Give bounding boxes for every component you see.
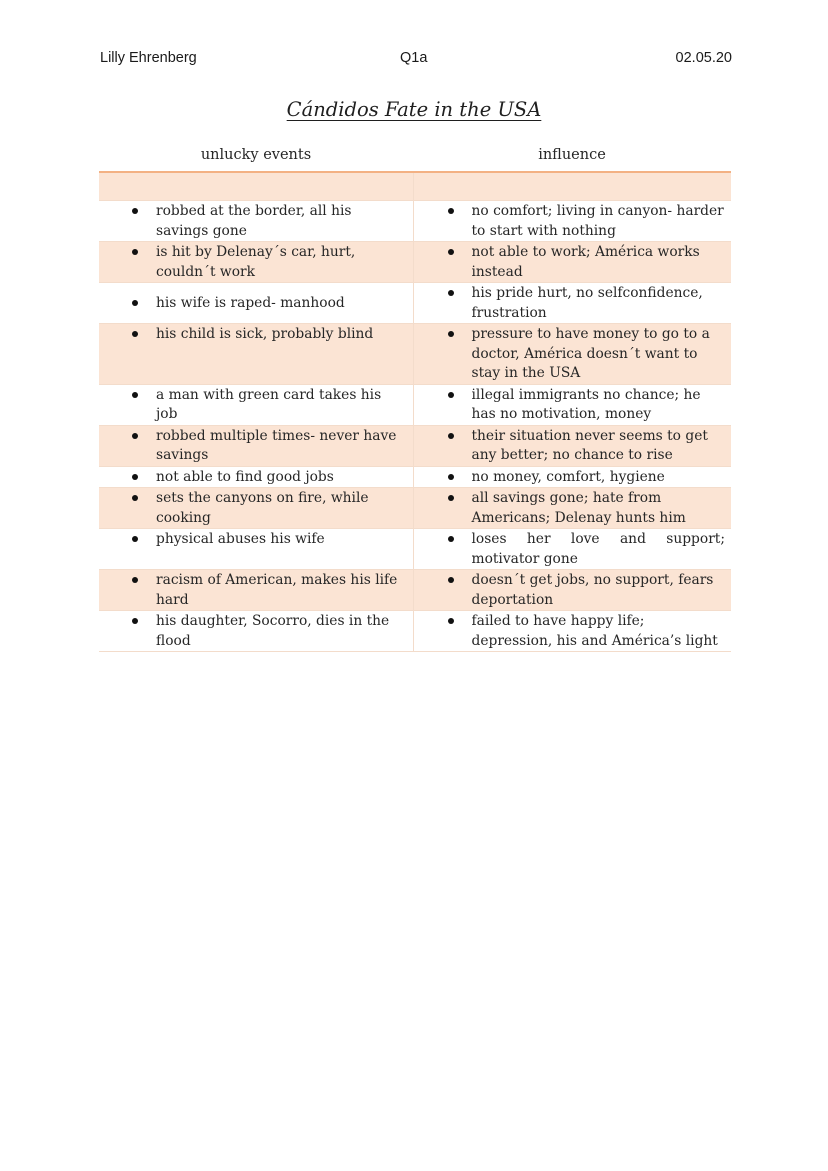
table-row [99,324,731,385]
table-cell-empty [413,172,731,201]
bullet-icon [448,474,454,480]
event-cell [99,529,413,570]
bullet-icon [132,618,138,624]
bullet-icon [448,249,454,255]
bullet-icon [132,433,138,439]
event-text: a man with green card takes his job [156,386,382,422]
event-cell [99,384,413,425]
page-header [100,50,732,72]
event-cell [99,570,413,611]
event-cell [99,201,413,242]
bullet-icon [448,208,454,214]
event-text: racism of American, makes his life hard [156,572,398,608]
influence-cell [413,529,731,570]
table-row [99,570,731,611]
bullet-icon [132,249,138,255]
bullet-icon [448,495,454,501]
author-name: Lilly Ehrenberg [100,50,197,66]
event-cell [99,425,413,466]
influence-cell [413,570,731,611]
event-cell [99,488,413,529]
bullet-icon [132,392,138,398]
bullet-icon [448,433,454,439]
influence-cell [413,242,731,283]
event-text: robbed multiple times- never have savings [156,427,397,463]
event-text: his daughter, Socorro, dies in the flood [156,613,390,649]
bullet-icon [448,290,454,296]
event-text: his wife is raped- manhood [156,294,345,311]
table-row [99,425,731,466]
document-date: 02.05.20 [675,50,732,66]
influence-text: illegal immigrants no chance; he has no motivation, money [471,386,701,422]
influence-text: loses her love and support; motivator gone [471,531,725,567]
events-table [99,147,731,652]
table-row [99,611,731,652]
influence-cell [413,488,731,529]
table-cell-empty [99,172,413,201]
events-table-container [99,147,731,652]
document-title-wrap [0,98,828,121]
bullet-icon [132,577,138,583]
influence-text: no comfort; living in canyon- harder to start with nothing [471,203,724,239]
table-row [99,242,731,283]
bullet-icon [132,331,138,337]
influence-text: their situation never seems to get any better; no chance to rise [471,427,708,463]
influence-text: doesn´t get jobs, no support, fears deportation [471,572,714,608]
event-text: not able to find good jobs [156,468,334,485]
bullet-icon [448,331,454,337]
table-row [99,283,731,324]
table-row [99,201,731,242]
table-row [99,384,731,425]
table-row-empty [99,172,731,201]
influence-text: no money, comfort, hygiene [471,468,665,485]
column-header-events: unlucky events [99,147,413,172]
event-text: physical abuses his wife [156,531,325,547]
bullet-icon [132,536,138,542]
influence-text: his pride hurt, no selfconfidence, frustration [471,285,703,321]
table-header-row [99,147,731,172]
event-cell [99,324,413,385]
event-text: is hit by Delenay´s car, hurt, couldn´t work [156,244,356,280]
event-text: robbed at the border, all his savings gone [156,203,352,239]
event-text: his child is sick, probably blind [156,326,374,342]
bullet-icon [132,474,138,480]
influence-text: all savings gone; hate from Americans; Delenay hunts him [471,490,686,526]
bullet-icon [132,300,138,306]
table-row [99,466,731,488]
influence-text: pressure to have money to go to a doctor, América doesn´t want to stay in the USA [471,326,710,381]
influence-cell [413,283,731,324]
bullet-icon [448,618,454,624]
influence-cell [413,611,731,652]
bullet-icon [448,577,454,583]
event-cell [99,283,413,324]
document-title: Cándidos Fate in the USA [286,98,542,121]
influence-cell [413,324,731,385]
bullet-icon [132,495,138,501]
table-row [99,488,731,529]
bullet-icon [448,392,454,398]
influence-cell [413,384,731,425]
bullet-icon [132,208,138,214]
event-cell [99,466,413,488]
column-header-influence: influence [413,147,731,172]
influence-cell [413,201,731,242]
influence-cell [413,466,731,488]
influence-cell [413,425,731,466]
table-row [99,529,731,570]
influence-text: not able to work; América works instead [471,244,700,280]
influence-text: failed to have happy life; depression, his and América’s light [471,613,718,649]
event-cell [99,611,413,652]
bullet-icon [448,536,454,542]
event-cell [99,242,413,283]
class-label: Q1a [400,50,428,66]
event-text: sets the canyons on fire, while cooking [156,490,369,526]
